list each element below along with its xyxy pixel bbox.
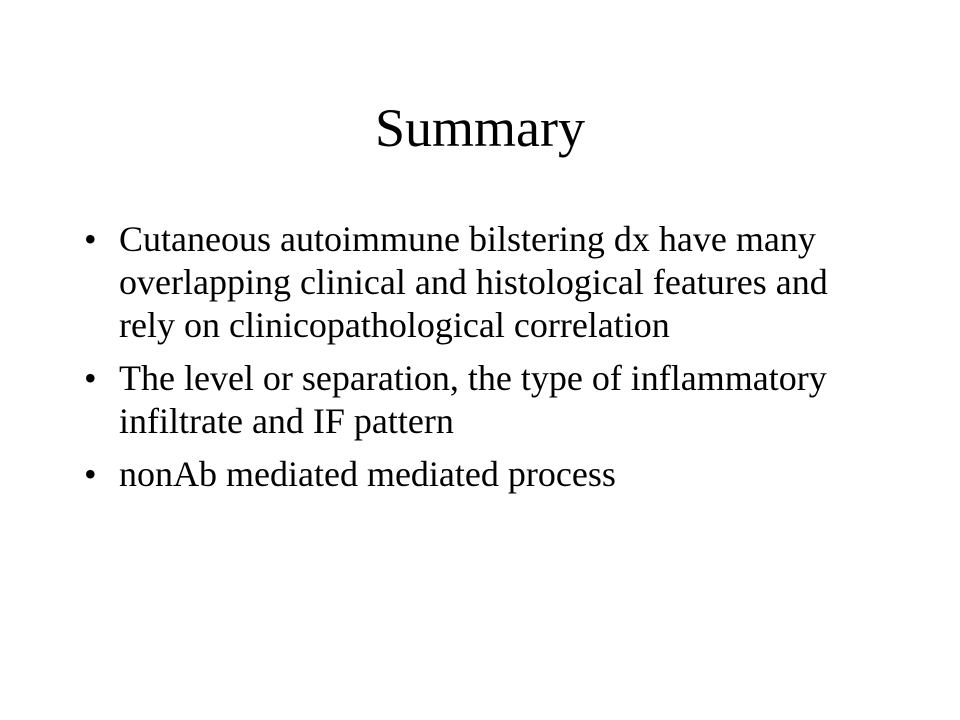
bullet-text: nonAb mediated mediated process xyxy=(119,454,616,494)
bullet-text: Cutaneous autoimmune bilstering dx have many overlapping clinical and histological features and rely on clinicopathological correlation xyxy=(119,219,828,345)
bullet-item xyxy=(84,453,884,496)
bullet-marker: • xyxy=(84,219,97,259)
bullet-text: The level or separation, the type of inflammatory infiltrate and IF pattern xyxy=(119,358,827,441)
bullet-item xyxy=(84,357,884,443)
bullet-marker: • xyxy=(84,454,97,494)
bullet-item xyxy=(84,218,884,347)
bullet-marker: • xyxy=(84,358,97,398)
bullet-list xyxy=(84,218,884,506)
slide-title: Summary xyxy=(375,98,585,158)
